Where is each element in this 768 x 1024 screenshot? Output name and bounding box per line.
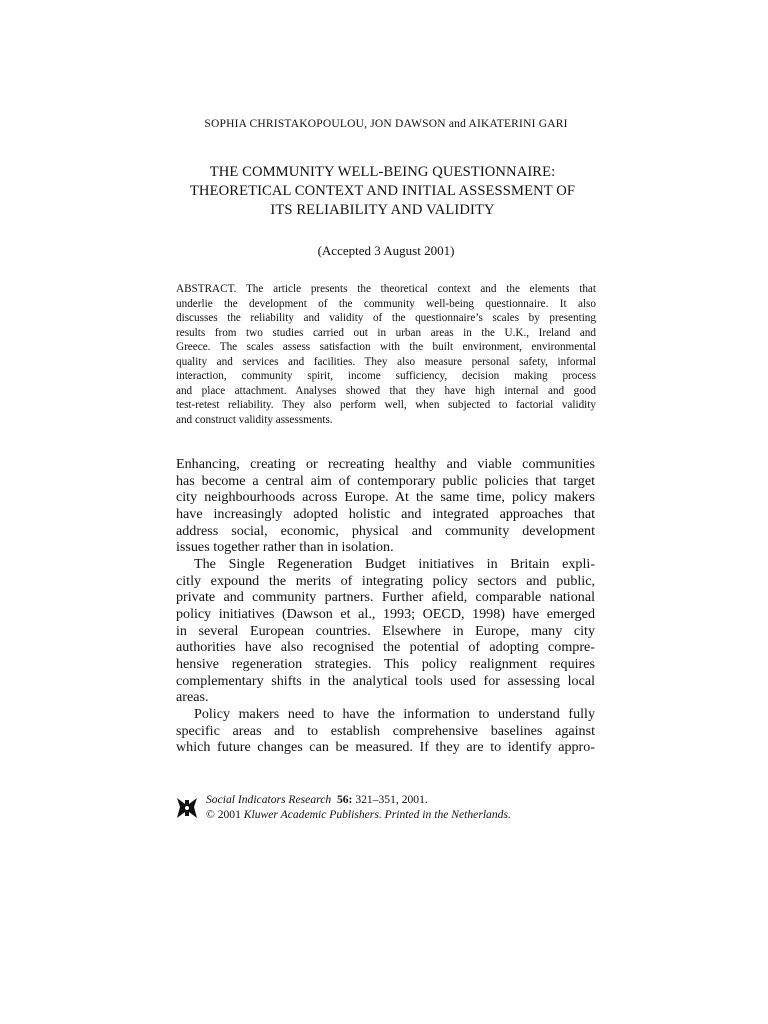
body-line: citly expound the merits of integrating policy sectors and public, (176, 572, 595, 589)
abstract-line: and place attachment. Analyses showed that they have high internal and good (176, 384, 596, 397)
abstract-line: ABSTRACT. The article presents the theoretical context and the elements that (176, 283, 596, 295)
abstract-block (176, 282, 596, 427)
volume-number: 56: (336, 793, 353, 806)
pages-year: 321–351, 2001. (352, 793, 428, 806)
body-line: city neighbourhoods across Europe. At the same time, policy makers (176, 489, 595, 506)
body-line: authorities have also recognised the potential of adopting compre- (176, 639, 595, 656)
copyright-line (206, 807, 511, 822)
accepted-date: (Accepted 3 August 2001) (317, 243, 455, 258)
body-line: specific areas and to establish comprehensive baselines against (176, 722, 595, 739)
abstract-line: discusses the reliability and validity of the questionnaire’s scales by presenting (176, 312, 596, 324)
printed-location: Printed in the Netherlands. (381, 808, 511, 821)
body-line: policy initiatives (Dawson et al., 1993; OECD, 1998) have emerged (176, 605, 595, 622)
footer-text (206, 792, 511, 822)
paper-title (170, 163, 595, 220)
abstract-line: underlie the development of the community well-being questionnaire. It also (176, 297, 596, 310)
title-line: ITS RELIABILITY AND VALIDITY (270, 202, 495, 218)
body-line: which future changes can be measured. If they are to identify appro- (176, 739, 595, 756)
abstract-line: Greece. The scales assess satisfaction with the built environment, environmental (176, 341, 596, 353)
body-line: Enhancing, creating or recreating healthy and viable communities (176, 456, 595, 472)
abstract-line: test-retest reliability. They also perform well, when subjected to factorial validity (176, 399, 596, 411)
body-line: Policy makers need to have the information to understand fully (194, 705, 595, 722)
journal-name: Social Indicators Research (206, 793, 332, 806)
publisher-logo-icon (176, 796, 198, 820)
abstract-line: results from two studies carried out in urban areas in the U.K., Ireland and (176, 326, 596, 339)
body-line: areas. (176, 689, 209, 706)
body-line: has become a central aim of contemporary public policies that target (176, 472, 595, 489)
title-line: THE COMMUNITY WELL-BEING QUESTIONNAIRE: (209, 164, 556, 180)
body-line: in several European countries. Elsewhere in Europe, many city (176, 622, 595, 639)
body-line: private and community partners. Further afield, comparable national (176, 589, 595, 606)
body-line: have increasingly adopted holistic and integrated approaches that (176, 505, 595, 522)
body-text (176, 456, 595, 756)
citation-line (206, 792, 511, 807)
body-line: complementary shifts in the analytical tools used for assessing local (176, 672, 595, 689)
body-line: issues together rather than in isolation. (176, 539, 394, 556)
abstract-line: and construct validity assessments. (176, 413, 333, 426)
copyright-prefix: © 2001 (206, 808, 244, 821)
journal-footer (176, 792, 596, 824)
title-line: THEORETICAL CONTEXT AND INITIAL ASSESSMENT OF (189, 183, 576, 199)
authors-line: SOPHIA CHRISTAKOPOULOU, JON DAWSON and AIKATERINI GARI (204, 118, 568, 130)
body-line: address social, economic, physical and community development (176, 522, 595, 539)
abstract-line: interaction, community spirit, income sufficiency, decision making process (176, 370, 596, 382)
publisher-name: Kluwer Academic Publishers. (243, 808, 382, 821)
body-line: The Single Regeneration Budget initiatives in Britain expli- (194, 555, 595, 572)
abstract-line: quality and services and facilities. They also measure personal safety, informal (176, 355, 596, 368)
body-line: hensive regeneration strategies. This policy realignment requires (176, 655, 595, 672)
